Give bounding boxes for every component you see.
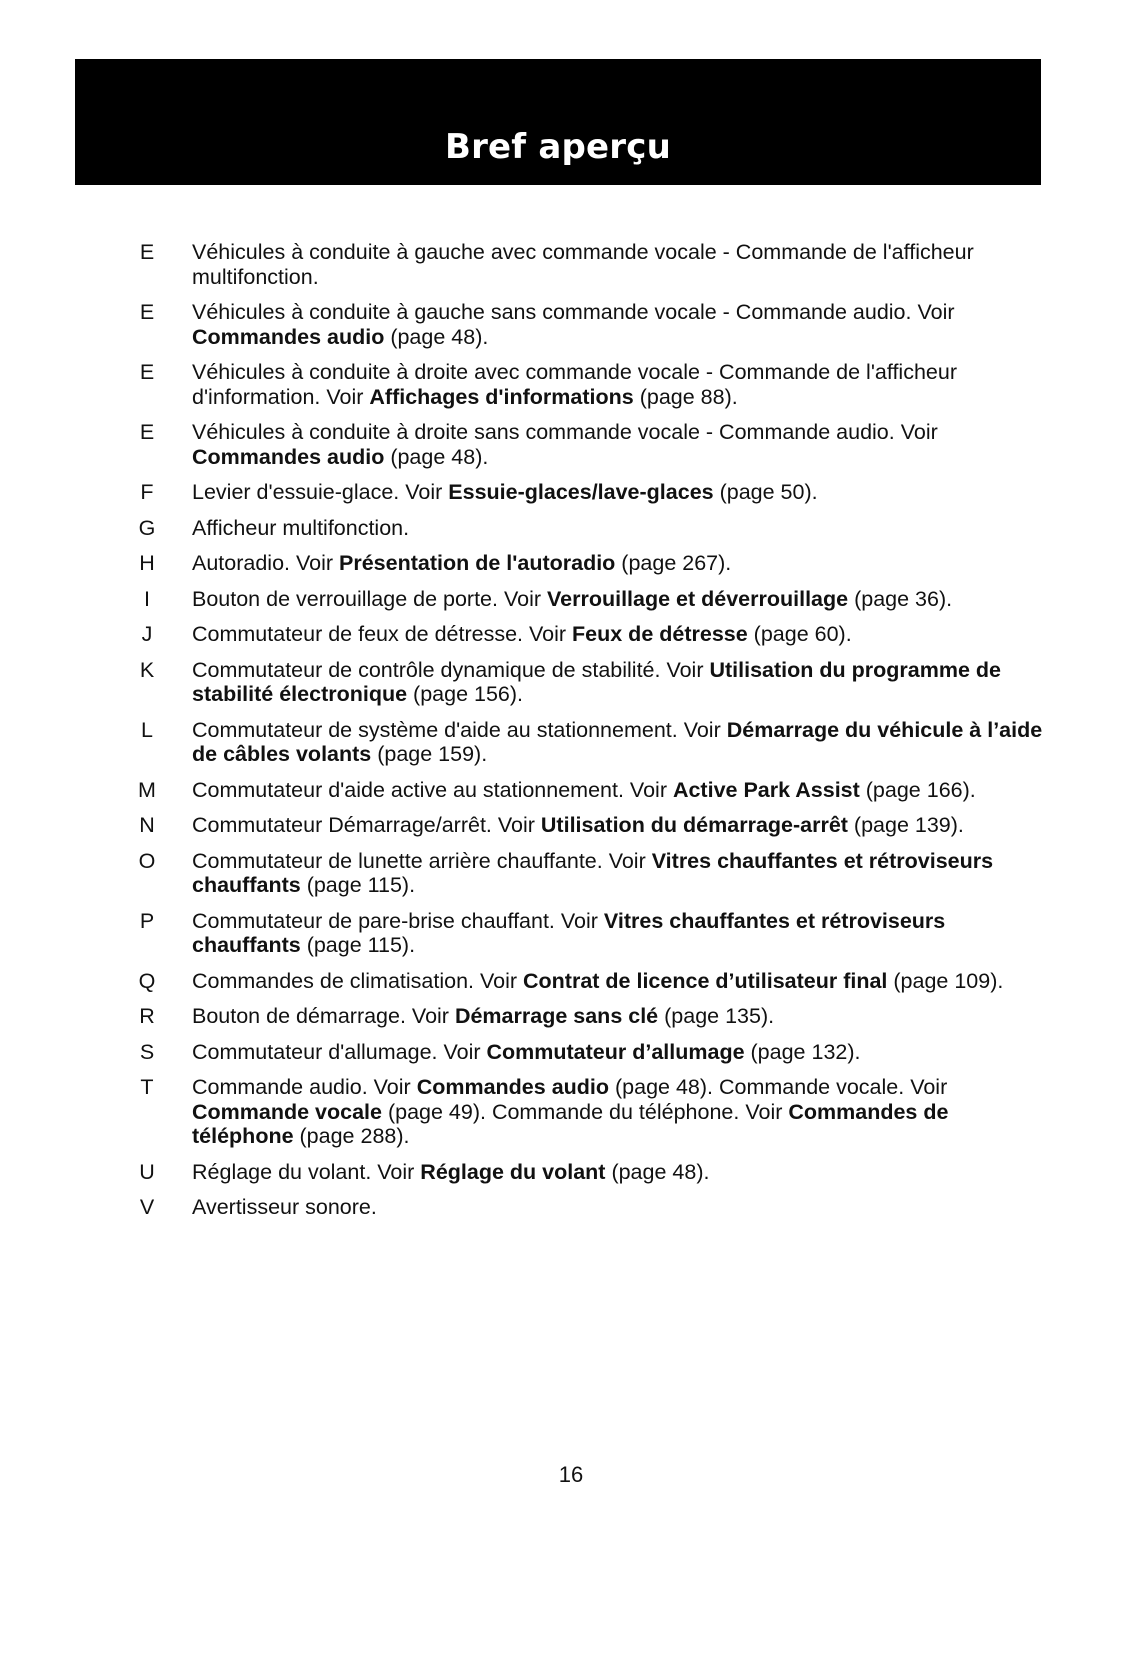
entry-description <box>184 587 1050 612</box>
entry-description <box>184 813 1050 838</box>
entry-letter: G <box>138 515 156 540</box>
cross-reference: Commutateur d’allumage <box>486 1039 745 1064</box>
description-text: (page 288). <box>293 1124 410 1148</box>
entry-letter: E <box>139 420 155 444</box>
description-text: (page 166). <box>859 777 976 802</box>
list-item <box>110 849 1050 898</box>
entry-letter: E <box>139 240 155 264</box>
description-text: Avertisseur sonore. <box>192 1195 377 1219</box>
description-text: Bouton de démarrage. Voir <box>192 1004 455 1028</box>
cross-reference: Affichages d'informations <box>369 384 634 409</box>
list-item <box>110 1160 1050 1185</box>
description-text: Commande audio. Voir <box>192 1075 417 1099</box>
description-text: Autoradio. Voir <box>192 551 340 575</box>
cross-reference: Commandes de téléphone <box>192 1099 949 1148</box>
entry-letter: E <box>139 300 155 324</box>
list-item <box>110 813 1050 838</box>
description-text: (page 49). Commande du téléphone. Voir <box>381 1099 789 1124</box>
cross-reference: Verrouillage et déverrouillage <box>546 586 849 611</box>
description-text: Commutateur de contrôle dynamique de stabilité. Voir <box>192 657 710 682</box>
cross-reference: Vitres chauffantes et rétroviseurs chauffants <box>192 848 994 897</box>
description-text: (page 267). <box>615 551 732 575</box>
description-text: (page 132). <box>744 1039 861 1064</box>
entry-description <box>184 551 1050 576</box>
description-text: Afficheur multifonction. <box>192 515 410 540</box>
list-item <box>110 300 1050 349</box>
entry-letter: I <box>144 586 150 611</box>
entry-description <box>184 718 1050 767</box>
list-item <box>110 1004 1050 1029</box>
description-text: (page 159). <box>371 742 488 766</box>
cross-reference: Démarrage du véhicule à l’aide de câbles volants <box>192 717 1043 766</box>
list-item <box>110 622 1050 647</box>
cross-reference: Active Park Assist <box>672 777 860 802</box>
cross-reference: Vitres chauffantes et rétroviseurs chauffants <box>192 908 946 957</box>
list-item <box>110 909 1050 958</box>
description-text: Véhicules à conduite à gauche avec commande vocale - Commande de l'afficheur multifonction. <box>192 240 974 289</box>
entry-description <box>184 849 1050 898</box>
entry-letter: F <box>140 480 154 504</box>
entry-description <box>184 1195 1050 1220</box>
cross-reference: Utilisation du démarrage-arrêt <box>540 813 848 837</box>
list-item <box>110 778 1050 803</box>
entry-letter: P <box>139 908 155 933</box>
page-title: Bref aperçu <box>444 127 672 167</box>
entry-description <box>184 420 1050 469</box>
description-text: (page 109). <box>887 968 1004 993</box>
cross-reference: Commandes audio <box>192 444 385 469</box>
description-text: (page 156). <box>407 682 524 706</box>
cross-reference: Présentation de l'autoradio <box>339 551 616 575</box>
cross-reference: Commande vocale <box>192 1099 382 1124</box>
list-item <box>110 658 1050 707</box>
list-item <box>110 516 1050 541</box>
entry-description <box>184 360 1050 409</box>
description-text: Levier d'essuie-glace. Voir <box>192 480 449 504</box>
entry-letter: L <box>141 717 153 742</box>
list-item <box>110 969 1050 994</box>
description-text: Véhicules à conduite à droite avec commande vocale - Commande de l'afficheur d'information. Voir <box>192 360 957 409</box>
entry-letter: K <box>139 657 155 682</box>
entry-description <box>184 658 1050 707</box>
description-text: Commutateur de pare-brise chauffant. Voir <box>192 908 604 933</box>
legend-list <box>110 240 1050 1231</box>
entry-letter: N <box>139 813 155 837</box>
cross-reference: Démarrage sans clé <box>454 1004 659 1028</box>
list-item <box>110 1195 1050 1220</box>
cross-reference: Utilisation du programme de stabilité électronique <box>192 657 1001 706</box>
description-text: (page 115). <box>300 933 416 957</box>
description-text: (page 135). <box>658 1004 775 1028</box>
entry-letter: M <box>138 777 156 802</box>
list-item <box>110 360 1050 409</box>
description-text: Réglage du volant. Voir <box>192 1159 421 1184</box>
cross-reference: Essuie-glaces/lave-glaces <box>448 480 714 504</box>
entry-letter: O <box>138 848 156 873</box>
cross-reference: Commandes audio <box>416 1075 610 1099</box>
description-text: (page 48). Commande vocale. Voir <box>609 1075 948 1099</box>
list-item <box>110 1075 1050 1149</box>
entry-description <box>184 622 1050 647</box>
description-text: Commutateur de lunette arrière chauffante. Voir <box>192 848 652 873</box>
entry-letter: S <box>139 1039 155 1064</box>
cross-reference: Feux de détresse <box>572 622 748 646</box>
entry-description <box>184 1160 1050 1185</box>
list-item <box>110 718 1050 767</box>
entry-description <box>184 1075 1050 1149</box>
description-text: (page 36). <box>848 586 953 611</box>
header-bar <box>75 59 1041 185</box>
cross-reference: Contrat de licence d’utilisateur final <box>523 968 888 993</box>
description-text: Véhicules à conduite à droite sans commande vocale - Commande audio. Voir <box>192 420 938 444</box>
description-text: Commutateur Démarrage/arrêt. Voir <box>192 813 541 837</box>
description-text: (page 115). <box>300 873 416 897</box>
entry-description <box>184 240 1050 289</box>
description-text: Commutateur de système d'aide au stationnement. Voir <box>192 717 727 742</box>
entry-letter: V <box>139 1195 155 1219</box>
entry-description <box>184 1004 1050 1029</box>
description-text: Commutateur d'aide active au stationnement. Voir <box>192 777 673 802</box>
entry-letter: R <box>139 1004 155 1028</box>
description-text: (page 48). <box>384 324 489 349</box>
description-text: (page 48). <box>605 1159 710 1184</box>
page-number: 16 <box>558 1462 584 1487</box>
entry-letter: J <box>141 622 153 646</box>
description-text: (page 48). <box>384 444 489 469</box>
entry-description <box>184 480 1050 505</box>
cross-reference: Réglage du volant <box>420 1159 606 1184</box>
description-text: Véhicules à conduite à gauche sans commande vocale - Commande audio. Voir <box>192 300 955 324</box>
entry-letter: U <box>139 1159 155 1184</box>
entry-description <box>184 1040 1050 1065</box>
description-text: (page 50). <box>713 480 818 504</box>
list-item <box>110 587 1050 612</box>
description-text: (page 88). <box>633 384 738 409</box>
entry-letter: T <box>140 1075 154 1099</box>
entry-letter: H <box>139 551 155 575</box>
entry-letter: E <box>139 360 155 384</box>
description-text: (page 139). <box>847 813 964 837</box>
list-item <box>110 240 1050 289</box>
entry-description <box>184 969 1050 994</box>
description-text: Bouton de verrouillage de porte. Voir <box>192 586 547 611</box>
entry-description <box>184 516 1050 541</box>
description-text: (page 60). <box>747 622 852 646</box>
list-item <box>110 551 1050 576</box>
entry-letter: Q <box>138 968 156 993</box>
entry-description <box>184 300 1050 349</box>
description-text: Commutateur d'allumage. Voir <box>192 1039 487 1064</box>
list-item <box>110 1040 1050 1065</box>
list-item <box>110 480 1050 505</box>
description-text: Commutateur de feux de détresse. Voir <box>192 622 573 646</box>
entry-description <box>184 778 1050 803</box>
entry-description <box>184 909 1050 958</box>
description-text: Commandes de climatisation. Voir <box>192 968 524 993</box>
cross-reference: Commandes audio <box>192 324 385 349</box>
list-item <box>110 420 1050 469</box>
